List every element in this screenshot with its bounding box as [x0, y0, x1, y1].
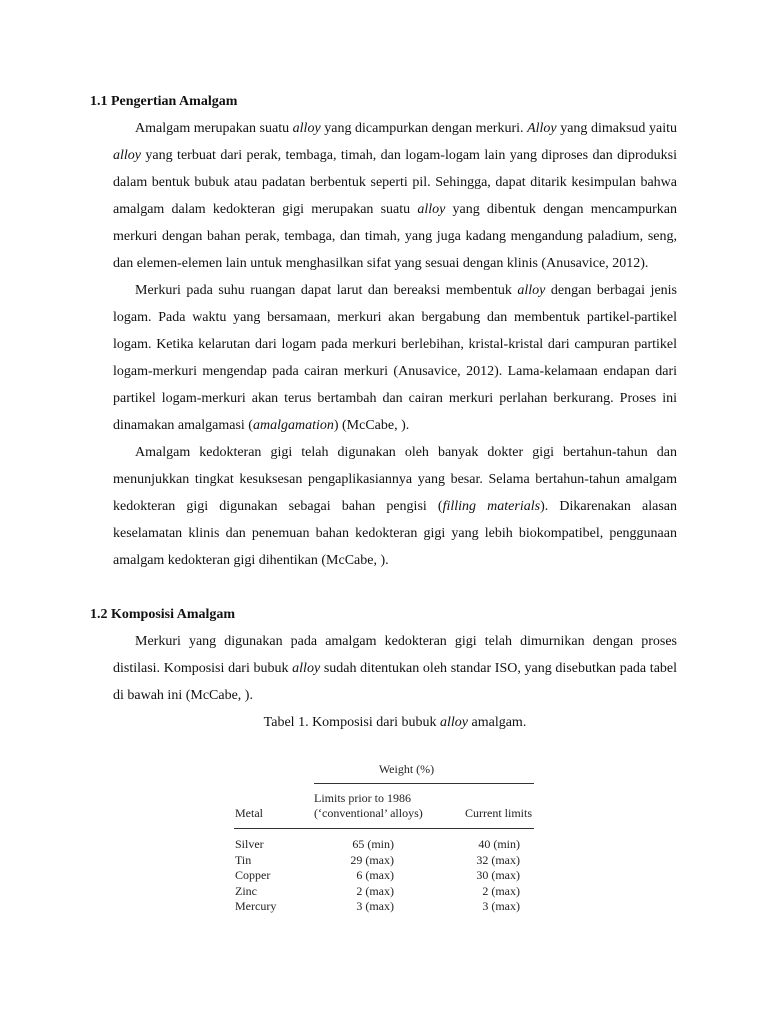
table-row — [234, 868, 534, 883]
italic-term: alloy — [517, 283, 546, 298]
italic-term: alloy — [417, 202, 446, 217]
table-header-current: Current limits — [465, 806, 532, 820]
paragraph: Merkuri yang digunakan pada amalgam kedokteran gigi telah dimurnikan dengan proses distilasi. Komposisi dari bubuk alloy sudah ditentukan oleh standar ISO, yang disebutkan pada tabel di bawah ini (McCabe, ). — [113, 634, 678, 703]
table-row — [234, 899, 534, 914]
table-header-prior-line2: (‘conventional’ alloys) — [314, 806, 423, 820]
table-cell-current: 30 (max) — [476, 868, 520, 882]
paragraph: Merkuri pada suhu ruangan dapat larut dan bereaksi membentuk alloy dengan berbagai jenis logam. Pada waktu yang bersamaan, merkuri akan bergabung dan membentuk partikel-partikel logam. Ketika kelarutan dari logam pada merkuri berlebihan, kristal-kristal dari campuran partikel logam-merkuri mengendap pada cairan merkuri (Anusavice, 2012). Lama-kelamaan endapan dari partikel logam-merkuri akan terus bertambah dan cairan merkuri perlahan berkurang. Proses ini dinamakan amalgamasi (amalgamation) (McCabe, ). — [113, 283, 677, 433]
italic-term: amalgamation — [252, 418, 334, 433]
table-cell-prior: 29 (max) — [350, 852, 394, 867]
table-caption: Tabel 1. Komposisi dari bubuk alloy amalgam. — [263, 715, 527, 730]
table-cell-current: 32 (max) — [476, 852, 520, 867]
table-cell-metal: Mercury — [235, 899, 277, 913]
italic-term: Alloy — [527, 121, 557, 136]
table-row — [234, 853, 534, 868]
table-header-metal: Metal — [235, 806, 263, 820]
table-cell-metal: Zinc — [235, 883, 257, 898]
table-cell-metal: Copper — [235, 868, 271, 882]
paragraph: Amalgam merupakan suatu alloy yang dicampurkan dengan merkuri. Alloy yang dimaksud yaitu alloy yang terbuat dari perak, tembaga, timah, dan logam-logam lain yang diproses dan diproduksi dalam bentuk bubuk atau padatan berbentuk seperti pil. Sehingga, dapat ditarik kesimpulan bahwa amalgam dalam kedokteran gigi merupakan suatu alloy yang dibentuk dengan mencampurkan merkuri dengan bahan perak, tembaga, dan timah, yang juga kadang mengandung paladium, seng, dan elemen-elemen lain untuk menghasilkan sifat yang sesuai dengan klinis (Anusavice, 2012). — [113, 121, 677, 271]
table-rule — [314, 783, 534, 784]
italic-term: alloy — [113, 148, 141, 163]
table-header-prior-line1: Limits prior to 1986 — [314, 791, 411, 805]
table-header-prior — [314, 791, 423, 821]
table-cell-current: 2 (max) — [482, 883, 520, 898]
italic-term: alloy — [292, 661, 321, 676]
table-row — [234, 884, 534, 899]
table-cell-prior: 2 (max) — [356, 883, 394, 898]
table-group-header: Weight (%) — [378, 762, 435, 776]
italic-term: alloy — [440, 715, 469, 730]
document-body — [90, 88, 677, 736]
table-cell-current: 40 (min) — [478, 837, 520, 851]
table-cell-prior: 3 (max) — [356, 899, 394, 913]
paragraph: Amalgam kedokteran gigi telah digunakan oleh banyak dokter gigi bertahun-tahun dan menunjukkan tingkat kesuksesan pengaplikasiannya yang besar. Selama bertahun-tahun amalgam kedokteran gigi digunakan sebagai bahan pengisi (filling materials). Dikarenakan alasan keselamatan klinis dan penemuan bahan kedokteran gigi yang lebih biokompatibel, penggunaan amalgam kedokteran gigi dihentikan (McCabe, ). — [113, 445, 677, 568]
italic-term: alloy — [292, 121, 321, 136]
section-heading-pengertian: 1.1 Pengertian Amalgam — [90, 94, 238, 109]
table-cell-current: 3 (max) — [482, 899, 520, 913]
italic-term: filling materials — [442, 499, 541, 514]
section-heading-komposisi: 1.2 Komposisi Amalgam — [90, 607, 236, 622]
table-cell-metal: Silver — [235, 837, 264, 851]
table-row — [234, 837, 534, 852]
table-cell-metal: Tin — [235, 852, 252, 867]
table-rule — [234, 828, 534, 829]
table-cell-prior: 6 (max) — [356, 868, 394, 882]
table-cell-prior: 65 (min) — [352, 837, 394, 851]
